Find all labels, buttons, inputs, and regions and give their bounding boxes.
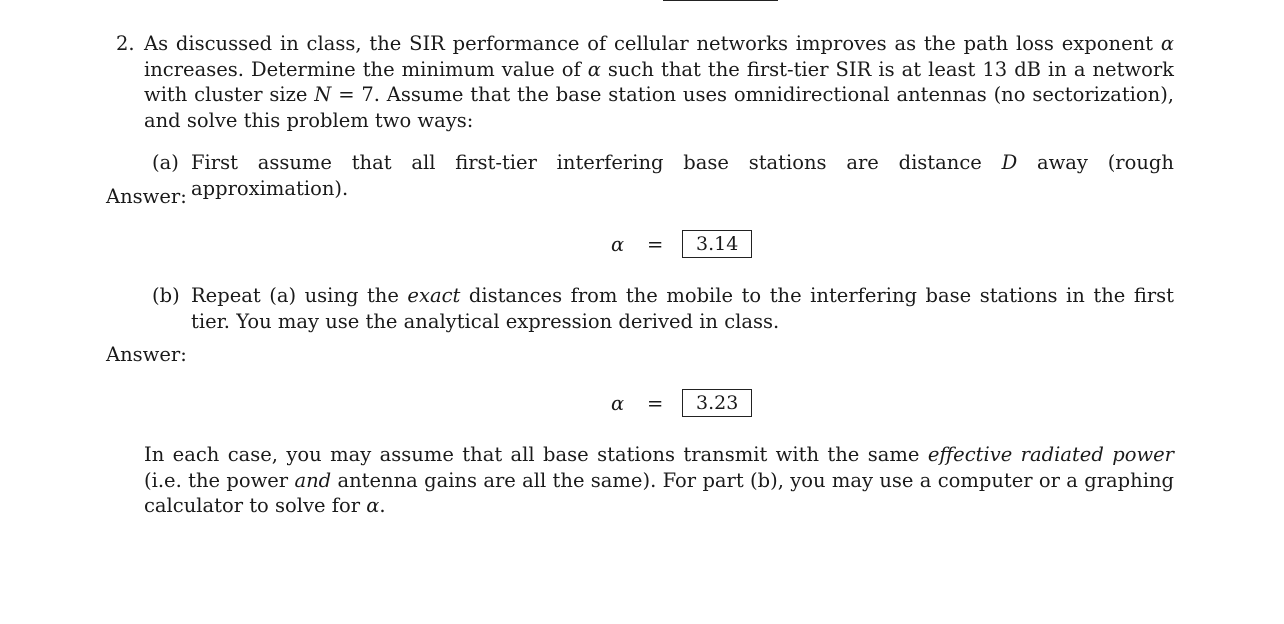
alpha-symbol: α xyxy=(611,232,625,256)
closing-emphasis-2: and xyxy=(294,468,332,492)
question-number: 2. xyxy=(116,32,135,55)
intro-text-3: such that the first-tier SIR is at least 13 dB in a network with cluster size xyxy=(144,57,1174,106)
part-b-text xyxy=(191,283,1174,334)
part-b-equation xyxy=(611,389,752,417)
top-rule xyxy=(663,0,778,1)
part-a-label: (a) xyxy=(152,151,179,174)
closing-paragraph xyxy=(144,442,1174,519)
closing-text-1: In each case, you may assume that all base stations transmit with the same xyxy=(144,443,928,466)
part-a-text-1: First assume that all first-tier interfering base stations are distance xyxy=(191,151,1002,174)
closing-emphasis-1: effective radiated power xyxy=(927,443,1174,466)
closing-text-4: . xyxy=(379,494,386,517)
alpha-symbol: α xyxy=(1160,32,1174,55)
part-a-answer-box: 3.14 xyxy=(682,230,752,258)
equals-sign: = xyxy=(647,391,664,415)
part-a-text xyxy=(191,150,1174,201)
part-a-text-2: away (rough approximation). xyxy=(191,151,1174,200)
alpha-symbol: α xyxy=(611,391,625,415)
alpha-symbol: α xyxy=(366,494,380,517)
equals-sign: = xyxy=(647,232,664,256)
closing-text-2: (i.e. the power xyxy=(144,468,295,492)
part-b-text-2: distances from the mobile to the interfering base stations in the first tier. You may use the analytical expression derived in class. xyxy=(191,284,1175,333)
question-intro xyxy=(144,31,1174,133)
part-a-equation xyxy=(611,230,752,258)
intro-text-1: As discussed in class, the SIR performance of cellular networks improves as the path loss exponent xyxy=(144,32,1161,55)
closing-text-3: antenna gains are all the same). For part (b), you may use a computer or a graphing calculator to solve for xyxy=(144,468,1175,517)
part-a-answer-label: Answer: xyxy=(106,185,187,208)
part-b-answer-box: 3.23 xyxy=(682,389,752,417)
part-b-emphasis: exact xyxy=(407,284,461,307)
d-symbol: D xyxy=(1001,151,1018,174)
intro-text-2: increases. Determine the minimum value of xyxy=(144,57,588,81)
part-b-label: (b) xyxy=(152,284,180,307)
n-symbol: N xyxy=(314,83,332,106)
part-b-text-1: Repeat (a) using the xyxy=(191,284,408,307)
part-b-answer-label: Answer: xyxy=(106,343,187,366)
intro-text-4: = 7. Assume that the base station uses omnidirectional antennas (no sectorization), and solve this problem two ways: xyxy=(144,83,1174,132)
alpha-symbol: α xyxy=(587,57,601,81)
